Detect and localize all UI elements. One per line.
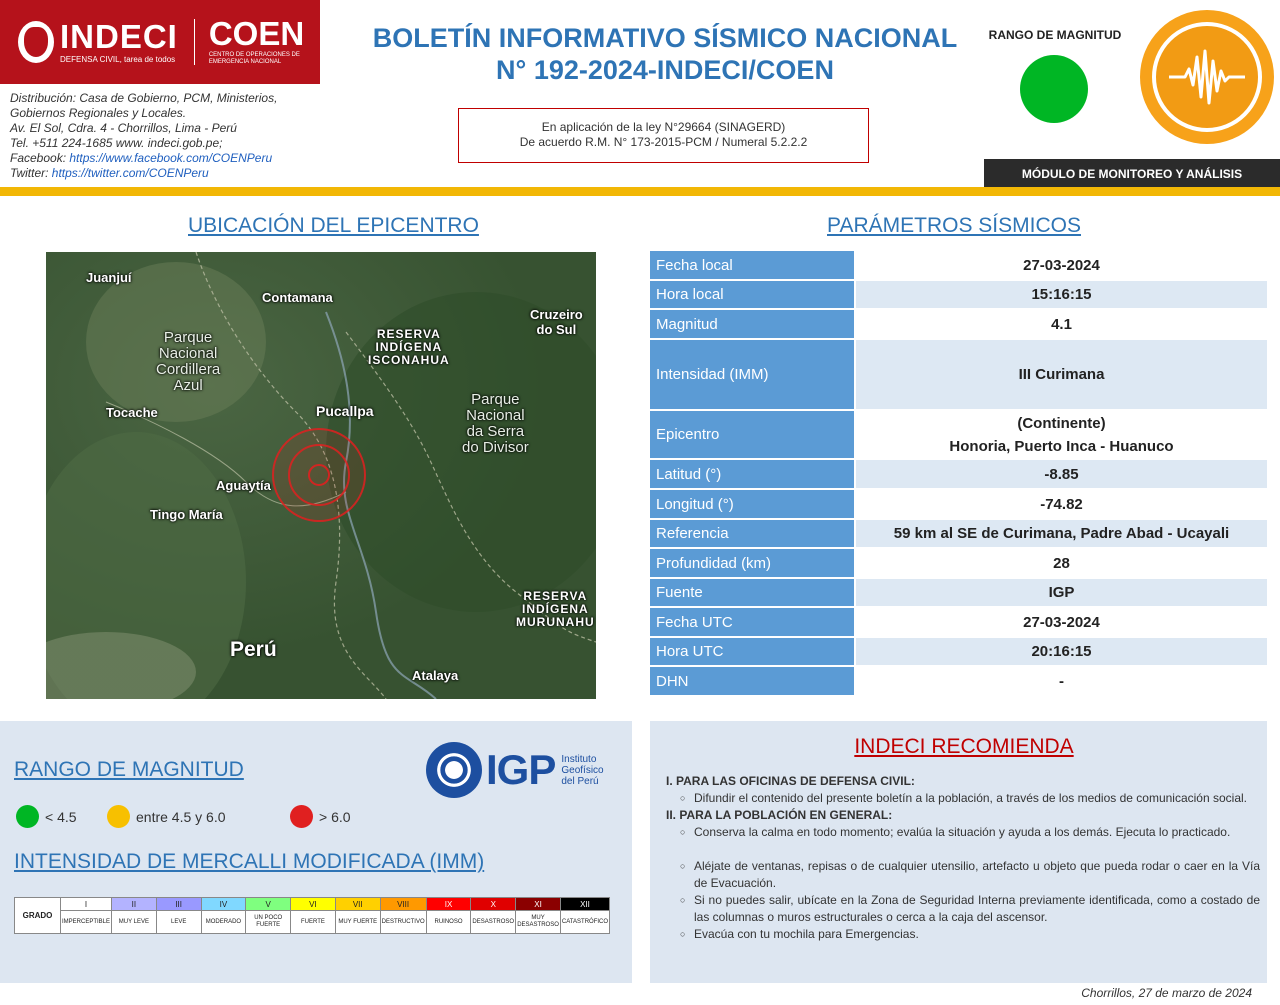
legend-low-label: < 4.5 xyxy=(45,808,77,825)
imm-grado-label: GRADO xyxy=(15,898,61,933)
imm-grade-number: III xyxy=(157,898,201,911)
map-label-park-line: Parque xyxy=(163,329,213,346)
list-item: ○ Aléjate de ventanas, repisas o de cualquier utensilio, artefacto u objeto que pueda rodar o caer en la Vía de Evacuación. xyxy=(680,858,1260,892)
map-label-pucallpa: Pucallpa xyxy=(316,403,374,419)
param-label: Magnitud xyxy=(650,310,856,338)
imm-grade-number: I xyxy=(61,898,111,911)
map-label-reserva-line: INDÍGENA xyxy=(375,340,443,354)
table-row xyxy=(650,667,1267,697)
twitter-link[interactable]: https://twitter.com/COENPeru xyxy=(51,166,209,180)
distribution-info xyxy=(10,91,310,181)
imm-scale-table xyxy=(14,897,610,934)
list-spacer xyxy=(680,841,1260,858)
igp-name: IGP xyxy=(486,746,556,793)
table-row xyxy=(650,281,1267,310)
imm-grade-1 xyxy=(61,898,112,933)
map-label-cruzeiro xyxy=(530,307,583,337)
imm-grade-7 xyxy=(336,898,381,933)
imm-grade-number: V xyxy=(246,898,290,911)
table-row xyxy=(650,638,1267,667)
imm-grade-12 xyxy=(561,898,609,933)
table-row xyxy=(650,520,1267,549)
imm-grade-number: VI xyxy=(291,898,335,911)
map-label-reserva-line: MURUNAHU xyxy=(516,615,595,629)
list-item: ○ Conserva la calma en todo momento; evalúa la situación y ayuda a los demás. Ejecuta lo practicado. xyxy=(680,824,1260,841)
table-row xyxy=(650,579,1267,608)
igp-subtitle-line: Instituto xyxy=(561,753,597,765)
imm-grade-number: IX xyxy=(427,898,471,911)
map-label-park-line: da Serra xyxy=(466,423,525,440)
igp-globe-icon xyxy=(426,742,482,798)
map-label-juanjui: Juanjuí xyxy=(86,270,132,285)
igp-subtitle-line: Geofísico xyxy=(561,764,604,776)
map-label-reserva-line: ISCONAHUA xyxy=(368,353,450,367)
legend-low xyxy=(16,805,77,828)
magnitude-range-indicator xyxy=(1020,55,1088,123)
bulletin-number: N° 192-2024-INDECI/COEN xyxy=(496,55,834,85)
map-label-park-line: Cordillera xyxy=(156,361,221,378)
recommendations-heading: INDECI RECOMIENDA xyxy=(854,735,1074,758)
map-label-park-line: do Divisor xyxy=(462,439,529,456)
imm-grade-5 xyxy=(246,898,291,933)
facebook-line xyxy=(10,151,310,166)
param-hora-utc: 20:16:15 xyxy=(856,638,1267,665)
param-label: Intensidad (IMM) xyxy=(650,340,856,409)
seismic-params-heading: PARÁMETROS SÍSMICOS xyxy=(827,214,1081,237)
indeci-coen-logo xyxy=(0,0,320,84)
param-latitud: -8.85 xyxy=(856,460,1267,488)
map-label-parque-cordillera-azul xyxy=(156,330,220,394)
rec-list xyxy=(660,790,1260,807)
param-epicentro-line2: Honoria, Puerto Inca - Huanuco xyxy=(949,437,1174,455)
param-label: Fuente xyxy=(650,579,856,606)
table-row xyxy=(650,251,1267,281)
map-label-parque-serra-divisor xyxy=(462,392,529,456)
param-label: Referencia xyxy=(650,520,856,547)
param-fuente: IGP xyxy=(856,579,1267,606)
map-label-cruzeiro-line: do Sul xyxy=(536,322,577,337)
imm-grade-description: IMPERCEPTIBLE xyxy=(62,918,111,925)
imm-grade-11 xyxy=(516,898,561,933)
imm-grade-number: VIII xyxy=(381,898,426,911)
list-item: ○ Evacúa con tu mochila para Emergencias. xyxy=(680,926,1260,943)
legend-mid-label: entre 4.5 y 6.0 xyxy=(136,808,226,825)
param-intensidad: III Curimana xyxy=(856,340,1267,409)
imm-heading: INTENSIDAD DE MERCALLI MODIFICADA (IMM) xyxy=(14,850,485,873)
map-label-reserva-line: RESERVA xyxy=(376,327,441,341)
map-label-tocache: Tocache xyxy=(106,405,158,420)
bulletin-title xyxy=(360,22,970,86)
table-row xyxy=(650,411,1267,460)
distribution-line: Gobiernos Regionales y Locales. xyxy=(10,106,187,120)
phone-line: Tel. +511 224-1685 www. indeci.gob.pe; xyxy=(10,136,223,150)
imm-grade-description: UN POCO FUERTE xyxy=(254,915,283,928)
table-row xyxy=(650,340,1267,411)
param-epicentro xyxy=(856,411,1267,458)
param-label: DHN xyxy=(650,667,856,695)
law-line: En aplicación de la ley N°29664 (SINAGERD) xyxy=(541,120,786,134)
param-referencia: 59 km al SE de Curimana, Padre Abad - Ucayali xyxy=(856,520,1267,547)
map-label-contamana: Contamana xyxy=(262,290,333,305)
bulletin-title-line1: BOLETÍN INFORMATIVO SÍSMICO NACIONAL xyxy=(372,23,958,53)
imm-grade-4 xyxy=(202,898,247,933)
table-row xyxy=(650,608,1267,638)
imm-grade-description: FUERTE xyxy=(301,918,325,925)
magnitude-range-heading: RANGO DE MAGNITUD xyxy=(14,758,244,781)
rec-section-title: I. PARA LAS OFICINAS DE DEFENSA CIVIL: xyxy=(666,774,915,788)
map-label-reserva-murunahu xyxy=(516,590,595,629)
resolution-line: De acuerdo R.M. N° 173-2015-PCM / Numeral 5.2.2.2 xyxy=(519,135,808,149)
imm-grade-9 xyxy=(427,898,472,933)
igp-logo xyxy=(426,742,604,798)
imm-grade-10 xyxy=(471,898,516,933)
imm-grade-2 xyxy=(112,898,157,933)
coen-tagline: CENTRO DE OPERACIONES DE EMERGENCIA NACIONAL xyxy=(208,52,300,65)
module-label: MÓDULO DE MONITOREO Y ANÁLISIS xyxy=(984,159,1280,187)
imm-grade-description: MUY FUERTE xyxy=(338,918,378,925)
imm-grade-description: MODERADO xyxy=(205,918,242,925)
imm-grade-3 xyxy=(157,898,202,933)
map-label-atalaya: Atalaya xyxy=(412,668,459,683)
legend-low-dot xyxy=(16,805,39,828)
map-label-park-line: Nacional xyxy=(466,407,525,424)
facebook-label: Facebook: xyxy=(10,151,70,165)
imm-grade-number: X xyxy=(471,898,515,911)
legend-high-label: > 6.0 xyxy=(319,808,351,825)
seismograph-icon xyxy=(1140,10,1274,144)
legend-mid xyxy=(107,805,226,828)
epicenter-heading: UBICACIÓN DEL EPICENTRO xyxy=(188,214,479,237)
map-label-reserva-line: INDÍGENA xyxy=(522,602,589,616)
param-fecha-local: 27-03-2024 xyxy=(856,251,1267,279)
table-row xyxy=(650,490,1267,520)
imm-grade-number: XII xyxy=(561,898,609,911)
map-label-reserva-isconahua xyxy=(368,328,450,367)
recommendations-body xyxy=(660,773,1260,943)
list-item: ○ Difundir el contenido del presente boletín a la población, a través de los medios de comunicación social. xyxy=(680,790,1260,807)
param-label: Fecha local xyxy=(650,251,856,279)
param-magnitud: 4.1 xyxy=(856,310,1267,338)
imm-grade-6 xyxy=(291,898,336,933)
facebook-link[interactable]: https://www.facebook.com/COENPeru xyxy=(69,151,273,165)
map-label-tingo-maria: Tingo María xyxy=(150,507,223,522)
imm-grade-number: II xyxy=(112,898,156,911)
param-longitud: -74.82 xyxy=(856,490,1267,518)
igp-subtitle xyxy=(561,754,603,787)
imm-grade-description: CATASTRÓFICO xyxy=(561,918,609,925)
param-label: Latitud (°) xyxy=(650,460,856,488)
param-dhn: - xyxy=(856,667,1267,695)
map-label-peru: Perú xyxy=(230,638,277,661)
law-box xyxy=(458,108,869,163)
magnitude-range-label: RANGO DE MAGNITUD xyxy=(988,28,1122,42)
map-label-aguaytia: Aguaytía xyxy=(216,478,271,493)
table-row xyxy=(650,460,1267,490)
param-label: Longitud (°) xyxy=(650,490,856,518)
list-item: ○ Si no puedes salir, ubícate en la Zona de Seguridad Interna previamente identificada, como a costado de las columnas o muros estructurales o cerca a la caja del ascensor. xyxy=(680,892,1260,926)
rec-section-title: II. PARA LA POBLACIÓN EN GENERAL: xyxy=(666,808,893,822)
imm-grade-8 xyxy=(381,898,427,933)
imm-grade-description: LEVE xyxy=(170,918,187,925)
footer-date: Chorrillos, 27 de marzo de 2024 xyxy=(1081,986,1252,1000)
param-label: Hora UTC xyxy=(650,638,856,665)
imm-grade-description: MUY LEVE xyxy=(118,918,150,925)
map-label-reserva-line: RESERVA xyxy=(523,589,588,603)
param-label: Profundidad (km) xyxy=(650,549,856,577)
indeci-name: INDECI xyxy=(60,17,178,55)
twitter-line xyxy=(10,166,310,181)
rec-list xyxy=(660,824,1260,943)
imm-grade-number: XI xyxy=(516,898,560,911)
imm-grade-description: DESASTROSO xyxy=(472,918,515,925)
table-row xyxy=(650,310,1267,340)
legend-mid-dot xyxy=(107,805,130,828)
indeci-emblem-icon xyxy=(18,21,54,63)
param-fecha-utc: 27-03-2024 xyxy=(856,608,1267,636)
map-label-park-line: Parque xyxy=(471,391,520,408)
param-label: Hora local xyxy=(650,281,856,308)
igp-subtitle-line: del Perú xyxy=(561,775,599,787)
address-line: Av. El Sol, Cdra. 4 - Chorrillos, Lima - Perú xyxy=(10,121,237,135)
map-label-park-line: Azul xyxy=(173,377,203,394)
legend-high xyxy=(290,805,351,828)
imm-grade-number: IV xyxy=(202,898,246,911)
imm-columns xyxy=(61,898,609,933)
coen-name: COEN xyxy=(208,15,305,52)
logo-divider xyxy=(194,19,195,65)
param-hora-local: 15:16:15 xyxy=(856,281,1267,308)
param-profundidad: 28 xyxy=(856,549,1267,577)
header-divider xyxy=(0,187,1280,196)
map-label-park-line: Nacional xyxy=(158,345,218,362)
seismic-params-table xyxy=(650,251,1267,697)
imm-grade-description: RUINOSO xyxy=(434,918,463,925)
distribution-line: Distribución: Casa de Gobierno, PCM, Ministerios, xyxy=(10,91,278,105)
table-row xyxy=(650,549,1267,579)
param-label: Epicentro xyxy=(650,411,856,458)
legend-high-dot xyxy=(290,805,313,828)
indeci-tagline: DEFENSA CIVIL, tarea de todos xyxy=(60,54,176,64)
imm-grade-description: DESTRUCTIVO xyxy=(381,918,425,925)
imm-grade-number: VII xyxy=(336,898,380,911)
param-label: Fecha UTC xyxy=(650,608,856,636)
map-label-cruzeiro-line: Cruzeiro xyxy=(530,307,583,322)
param-epicentro-line1: (Continente) xyxy=(1017,414,1106,432)
twitter-label: Twitter: xyxy=(10,166,52,180)
imm-grade-description: MUY DESASTROSO xyxy=(517,915,559,928)
epicenter-map xyxy=(46,252,596,699)
